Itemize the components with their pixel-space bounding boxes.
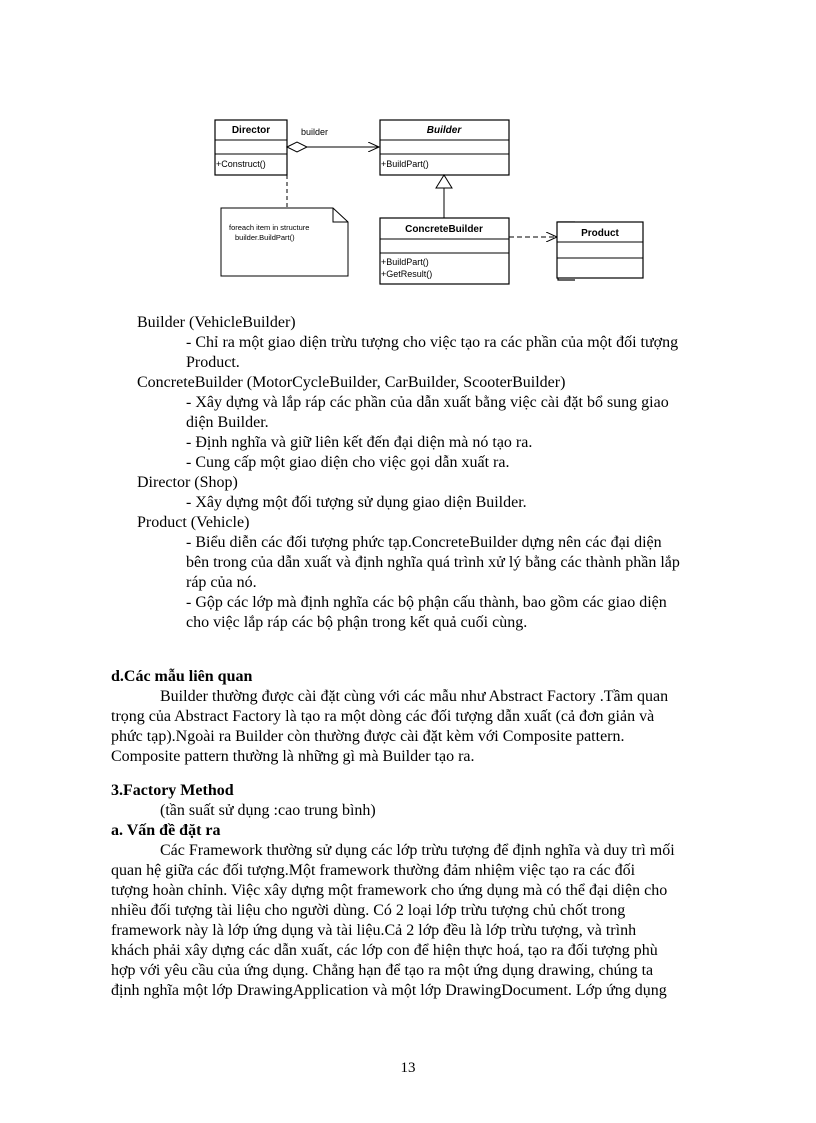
problem-paragraph-line: Các Framework thường sử dụng các lớp trừu tượng để định nghĩa và duy trì mối (160, 842, 675, 859)
problem-paragraph-line: quan hệ giữa các đối tượng.Một framework thường đảm nhiệm việc tạo ra các đối (111, 862, 636, 879)
concrete-builder-class-box (380, 218, 509, 284)
inheritance-triangle (436, 175, 452, 188)
related-paragraph-line: trọng của Abstract Factory là tạo ra một dòng các đối tượng dẫn xuất (cả đơn giản và (111, 708, 655, 725)
director-class-name: Director (231, 125, 271, 136)
problem-paragraph-line: nhiều đối tượng tài liệu cho người dùng. Có 2 loại lớp trừu tượng chủ chốt trong (111, 902, 626, 919)
product-class-overlay (556, 221, 646, 281)
builder-desc-line: - Chỉ ra một giao diện trừu tượng cho việc tạo ra các phần của một đối tượng (186, 334, 679, 351)
builder-method: +BuildPart() (381, 159, 429, 169)
problem-paragraph-line: framework này là lớp ứng dụng và tài liệu.Cả 2 lớp đều là lớp trừu tượng, và trình (111, 922, 637, 939)
problem-paragraph-line: khách phải xây dựng các dẫn xuất, các lớp con để hiện thực hoá, tạo ra đối tượng phù (111, 942, 658, 959)
builder-class-name: Builder (426, 125, 462, 136)
director-class-box (215, 120, 287, 175)
product-desc-line: ráp của nó. (186, 574, 257, 591)
concrete-builder-participant-title: ConcreteBuilder (MotorCycleBuilder, CarBuilder, ScooterBuilder) (137, 374, 566, 391)
product-desc-line: bên trong của dẫn xuất và định nghĩa quá trình xử lý bằng các thành phần lắp (186, 554, 680, 571)
builder-desc-line: Product. (186, 354, 240, 371)
builder-uml-diagram (205, 112, 575, 292)
related-paragraph-line: Composite pattern thường là những gì mà Builder tạo ra. (111, 748, 475, 765)
note-line-1: foreach item in structure (229, 223, 310, 232)
concrete-builder-method-2: +GetResult() (381, 269, 433, 279)
concrete-builder-class-name: ConcreteBuilder (405, 224, 483, 235)
problem-heading: a. Vấn đề đặt ra (111, 822, 221, 839)
builder-participant-title: Builder (VehicleBuilder) (137, 314, 296, 331)
director-participant-title: Director (Shop) (137, 474, 238, 491)
note-line-2: builder.BuildPart() (235, 233, 295, 242)
problem-paragraph-line: định nghĩa một lớp DrawingApplication và một lớp DrawingDocument. Lớp ứng dụng (111, 982, 667, 999)
product-participant-title: Product (Vehicle) (137, 514, 250, 531)
product-class-name: Product (581, 228, 619, 239)
director-method: +Construct() (216, 159, 266, 169)
usage-frequency: (tần suất sử dụng :cao trung bình) (160, 802, 376, 819)
concrete-builder-desc-line: diện Builder. (186, 414, 269, 431)
page-number: 13 (400, 1060, 416, 1076)
problem-paragraph-line: hợp với yêu cầu của ứng dụng. Chẳng hạn để tạo ra một ứng dụng drawing, chúng ta (111, 962, 654, 979)
problem-paragraph-line: tượng hoàn chỉnh. Việc xây dựng một framework cho ứng dụng mà có thể đại diện cho (111, 882, 668, 899)
director-desc-line: - Xây dựng một đối tượng sử dụng giao diện Builder. (186, 494, 527, 511)
concrete-builder-desc-line: - Cung cấp một giao diện cho việc gọi dẫn xuất ra. (186, 454, 510, 471)
related-paragraph-line: Builder thường được cài đặt cùng với các mẫu như Abstract Factory .Tầm quan (160, 688, 669, 705)
factory-method-heading: 3.Factory Method (111, 782, 234, 799)
related-patterns-heading: d.Các mẫu liên quan (111, 668, 253, 685)
product-desc-line: cho việc lắp ráp các bộ phận trong kết quả cuối cùng. (186, 614, 528, 631)
related-paragraph-line: phức tạp).Ngoài ra Builder còn thường được cài đặt kèm với Composite pattern. (111, 728, 625, 745)
concrete-builder-desc-line: - Xây dựng và lắp ráp các phần của dẫn xuất bằng việc cài đặt bổ sung giao (186, 394, 669, 411)
note-box (221, 208, 348, 276)
product-desc-line: - Gộp các lớp mà định nghĩa các bộ phận cấu thành, bao gồm các giao diện (186, 594, 667, 611)
aggregation-diamond (287, 142, 307, 152)
builder-class-box (380, 120, 509, 175)
product-desc-line: - Biểu diễn các đối tượng phức tạp.ConcreteBuilder dựng nên các đại diện (186, 534, 662, 551)
association-label: builder (301, 127, 329, 137)
concrete-builder-method-1: +BuildPart() (381, 257, 429, 267)
concrete-builder-desc-line: - Định nghĩa và giữ liên kết đến đại diện mà nó tạo ra. (186, 434, 533, 451)
